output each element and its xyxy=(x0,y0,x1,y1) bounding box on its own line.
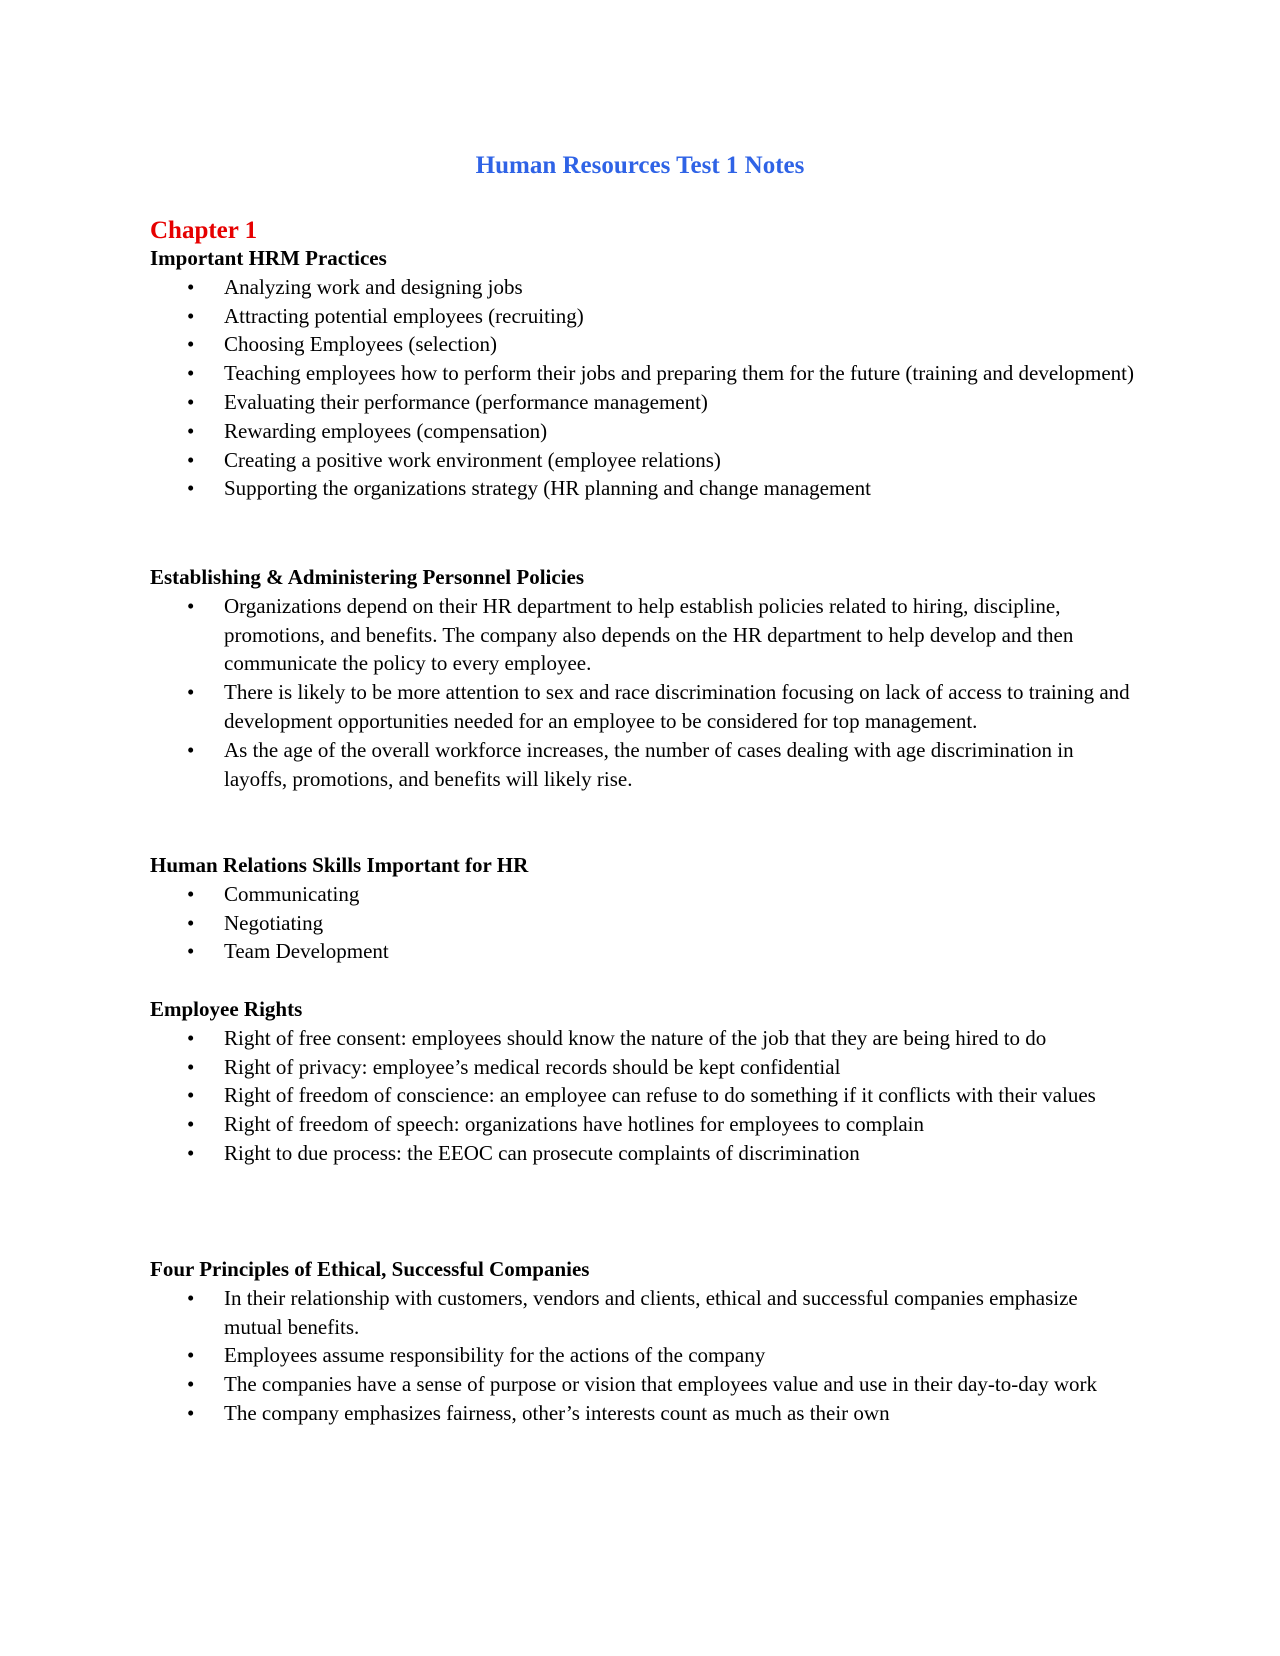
section-heading: Important HRM Practices xyxy=(150,246,387,270)
bullet-icon: • xyxy=(187,680,195,705)
bullet-icon: • xyxy=(187,274,195,299)
chapter-heading: Chapter 1 xyxy=(150,217,258,244)
list-item-text: Team Development xyxy=(224,939,389,964)
list-item xyxy=(150,1110,1140,1139)
list-item xyxy=(150,302,1140,331)
section-employee-rights xyxy=(150,995,1140,1168)
bullet-icon: • xyxy=(187,447,195,472)
bullet-icon: • xyxy=(187,1112,195,1137)
list-item xyxy=(150,736,1140,794)
list-item-text: Attracting potential employees (recruiting) xyxy=(224,303,584,328)
list-item xyxy=(150,1081,1140,1110)
bullet-list xyxy=(150,880,1140,966)
list-item xyxy=(150,1139,1140,1168)
list-item xyxy=(150,273,1140,302)
list-item xyxy=(150,1399,1140,1428)
bullet-icon: • xyxy=(187,332,195,357)
list-item-text: Teaching employees how to perform their jobs and preparing them for the future (training and development) xyxy=(224,361,1134,386)
list-item xyxy=(150,880,1140,909)
list-item-text: Right of privacy: employee’s medical records should be kept confidential xyxy=(224,1054,841,1079)
list-item-text: The company emphasizes fairness, other’s interests count as much as their own xyxy=(224,1400,890,1425)
list-item xyxy=(150,592,1140,678)
bullet-icon: • xyxy=(187,910,195,935)
list-item xyxy=(150,359,1140,388)
list-item-text: Right of freedom of speech: organizations have hotlines for employees to complain xyxy=(224,1112,925,1137)
bullet-list xyxy=(150,1024,1140,1168)
list-item xyxy=(150,1341,1140,1370)
list-item xyxy=(150,1370,1140,1399)
list-item-text: Choosing Employees (selection) xyxy=(224,332,497,357)
list-item-text: In their relationship with customers, vendors and clients, ethical and successful companies emphasize mutual benefits. xyxy=(224,1285,1078,1339)
bullet-icon: • xyxy=(187,737,195,762)
list-item xyxy=(150,417,1140,446)
bullet-icon: • xyxy=(187,881,195,906)
list-item xyxy=(150,1024,1140,1053)
list-item-text: Negotiating xyxy=(224,910,324,935)
list-item-text: There is likely to be more attention to sex and race discrimination focusing on lack of access to training and development opportunities needed for an employee to be considered for top management. xyxy=(224,680,1130,733)
list-item xyxy=(150,937,1140,966)
section-ethical-principles xyxy=(150,1255,1140,1428)
bullet-icon: • xyxy=(187,361,195,386)
list-item-text: Employees assume responsibility for the actions of the company xyxy=(224,1343,766,1368)
bullet-icon: • xyxy=(187,1054,195,1079)
list-item-text: Organizations depend on their HR department to help establish policies related to hiring, discipline, promotions, and benefits. The company also depends on the HR department to help develop and then communicate the policy to every employee. xyxy=(224,593,1074,676)
bullet-icon: • xyxy=(187,1140,195,1165)
bullet-icon: • xyxy=(187,1343,195,1368)
section-heading: Human Relations Skills Important for HR xyxy=(150,853,529,877)
bullet-icon: • xyxy=(187,1083,195,1108)
list-item-text: The companies have a sense of purpose or vision that employees value and use in their day-to-day work xyxy=(224,1372,1097,1397)
bullet-list xyxy=(150,273,1140,503)
bullet-icon: • xyxy=(187,1400,195,1425)
list-item xyxy=(150,388,1140,417)
bullet-icon: • xyxy=(187,389,195,414)
list-item xyxy=(150,446,1140,475)
list-item xyxy=(150,1284,1140,1342)
list-item xyxy=(150,330,1140,359)
bullet-list xyxy=(150,592,1140,794)
list-item-text: As the age of the overall workforce increases, the number of cases dealing with age discrimination in layoffs, promotions, and benefits will likely rise. xyxy=(224,737,1074,791)
bullet-icon: • xyxy=(187,418,195,443)
bullet-icon: • xyxy=(187,939,195,964)
section-heading: Establishing & Administering Personnel Policies xyxy=(150,565,585,589)
list-item xyxy=(150,1053,1140,1082)
section-important-hrm-practices xyxy=(150,244,1140,503)
list-item-text: Right of free consent: employees should know the nature of the job that they are being hired to do xyxy=(224,1025,1047,1050)
bullet-icon: • xyxy=(187,1285,195,1310)
list-item-text: Communicating xyxy=(224,881,360,906)
bullet-icon: • xyxy=(187,593,195,618)
list-item-text: Analyzing work and designing jobs xyxy=(224,274,523,299)
bullet-icon: • xyxy=(187,476,195,501)
list-item xyxy=(150,474,1140,503)
bullet-icon: • xyxy=(187,1025,195,1050)
document-title: Human Resources Test 1 Notes xyxy=(475,152,805,179)
bullet-list xyxy=(150,1284,1140,1428)
list-item-text: Right of freedom of conscience: an employee can refuse to do something if it conflicts with their values xyxy=(224,1083,1096,1108)
list-item-text: Rewarding employees (compensation) xyxy=(224,418,548,443)
bullet-icon: • xyxy=(187,303,195,328)
section-heading: Employee Rights xyxy=(150,997,303,1021)
list-item xyxy=(150,909,1140,938)
list-item-text: Right to due process: the EEOC can prosecute complaints of discrimination xyxy=(224,1140,860,1165)
bullet-icon: • xyxy=(187,1372,195,1397)
list-item xyxy=(150,678,1140,736)
section-human-relations-skills xyxy=(150,851,1140,966)
section-heading: Four Principles of Ethical, Successful Companies xyxy=(150,1257,590,1281)
list-item-text: Creating a positive work environment (employee relations) xyxy=(224,447,721,472)
section-personnel-policies xyxy=(150,563,1140,793)
list-item-text: Supporting the organizations strategy (HR planning and change management xyxy=(224,476,871,501)
list-item-text: Evaluating their performance (performance management) xyxy=(224,389,708,414)
